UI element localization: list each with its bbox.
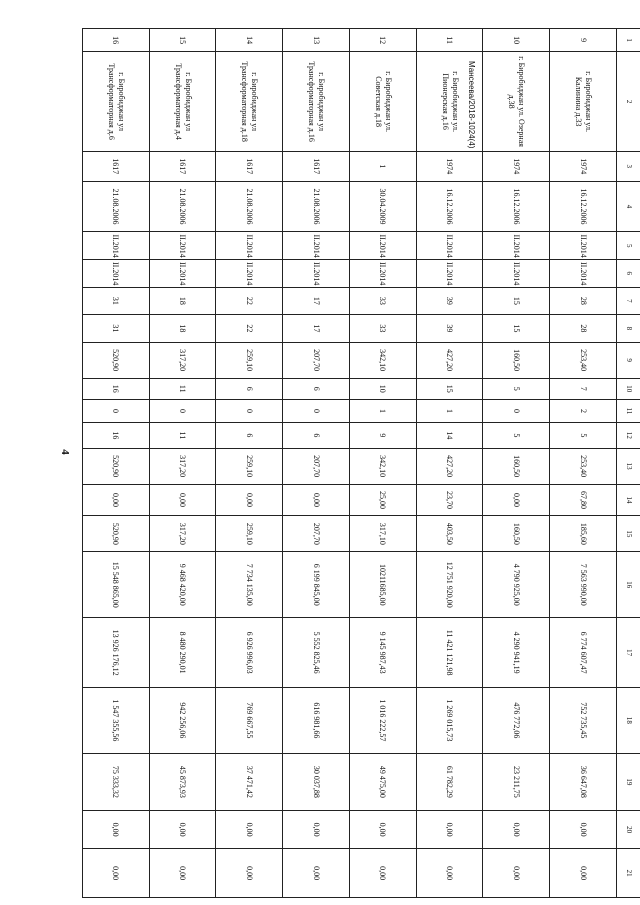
table-row bbox=[350, 29, 417, 898]
table-cell: II.2014 bbox=[416, 232, 483, 260]
column-number: 11 bbox=[617, 399, 640, 422]
table-cell: 616 981,66 bbox=[283, 688, 350, 754]
table-cell: 23 211,75 bbox=[483, 753, 550, 810]
table-cell: 0,00 bbox=[149, 811, 216, 849]
table-cell: 18 bbox=[149, 315, 216, 343]
table-cell: 0,00 bbox=[550, 849, 617, 898]
table-cell: 185,60 bbox=[550, 516, 617, 552]
table-cell: 6 bbox=[283, 378, 350, 399]
column-number: 14 bbox=[617, 484, 640, 516]
table-cell: 30 037,88 bbox=[283, 753, 350, 810]
table-cell: 21.08.2006 bbox=[149, 181, 216, 232]
table-cell: 11 bbox=[149, 423, 216, 448]
table-cell: 0,00 bbox=[483, 484, 550, 516]
table-cell: 5 bbox=[483, 423, 550, 448]
table-cell: II.2014 bbox=[550, 232, 617, 260]
table-cell: 25,00 bbox=[350, 484, 417, 516]
table-cell: 520,90 bbox=[83, 448, 150, 484]
table-cell: 11 421 121,98 bbox=[416, 618, 483, 688]
table-cell: II.2014 bbox=[83, 260, 150, 288]
table-cell: 520,90 bbox=[83, 342, 150, 378]
table-cell: 160,50 bbox=[483, 448, 550, 484]
table-cell: 253,40 bbox=[550, 342, 617, 378]
table-cell: 1 bbox=[350, 151, 417, 181]
table-cell: II.2014 bbox=[216, 232, 283, 260]
table-cell: 28 bbox=[550, 287, 617, 315]
table-cell: 39 bbox=[416, 287, 483, 315]
table-cell: 16.12.2006 bbox=[550, 181, 617, 232]
table-cell: 61 782,29 bbox=[416, 753, 483, 810]
table-cell: 5 552 825,46 bbox=[283, 618, 350, 688]
table-cell: 0,00 bbox=[350, 811, 417, 849]
table-row bbox=[416, 29, 483, 898]
table-cell: 13 926 176,12 bbox=[83, 618, 150, 688]
table-cell: 1617 bbox=[149, 151, 216, 181]
table-cell: 207,70 bbox=[283, 448, 350, 484]
table-cell: 1974 bbox=[416, 151, 483, 181]
table-cell: 6 bbox=[216, 378, 283, 399]
table-cell: 22 bbox=[216, 315, 283, 343]
table-cell: 7 bbox=[550, 378, 617, 399]
table-cell: 45 873,93 bbox=[149, 753, 216, 810]
table-cell: 0,00 bbox=[216, 811, 283, 849]
table-cell: 67,80 bbox=[550, 484, 617, 516]
table-cell: 0,00 bbox=[550, 811, 617, 849]
column-number: 13 bbox=[617, 448, 640, 484]
table-cell: 259,10 bbox=[216, 516, 283, 552]
table-cell: 75 333,32 bbox=[83, 753, 150, 810]
table-row bbox=[483, 29, 550, 898]
table-cell: 11 bbox=[416, 29, 483, 52]
table-row bbox=[216, 29, 283, 898]
table-cell: 160,50 bbox=[483, 342, 550, 378]
table-cell: II.2014 bbox=[283, 260, 350, 288]
table-cell: 13 bbox=[283, 29, 350, 52]
table-cell: 15 bbox=[416, 378, 483, 399]
table-cell: II.2014 bbox=[550, 260, 617, 288]
table-cell: 0,00 bbox=[149, 849, 216, 898]
table-cell: 0 bbox=[483, 399, 550, 422]
table-cell: 16 bbox=[83, 378, 150, 399]
table-cell: 16 bbox=[83, 29, 150, 52]
table-cell: 2 bbox=[550, 399, 617, 422]
table-cell: 7 734 135,00 bbox=[216, 552, 283, 618]
table-cell: 17 bbox=[283, 315, 350, 343]
table-cell: 0 bbox=[283, 399, 350, 422]
table-cell: 7 563 990,00 bbox=[550, 552, 617, 618]
address-cell: г. Биробиджан ул. Пионерская д.16 bbox=[416, 52, 483, 152]
table-cell: 21.08.2006 bbox=[283, 181, 350, 232]
table-cell: II.2014 bbox=[483, 232, 550, 260]
table-cell: II.2014 bbox=[149, 260, 216, 288]
table-cell: 16 bbox=[83, 423, 150, 448]
column-number: 12 bbox=[617, 423, 640, 448]
table-cell: 31 bbox=[83, 315, 150, 343]
table-cell: II.2014 bbox=[83, 232, 150, 260]
table-cell: II.2014 bbox=[416, 260, 483, 288]
table-cell: 31 bbox=[83, 287, 150, 315]
table-cell: 33 bbox=[350, 287, 417, 315]
address-cell: г. Биробиджан ул Трансформаторная д.6 bbox=[83, 52, 150, 152]
table-cell: 16.12.2006 bbox=[483, 181, 550, 232]
table-cell: 317,20 bbox=[149, 516, 216, 552]
table-cell: 253,40 bbox=[550, 448, 617, 484]
table-cell: 0,00 bbox=[416, 849, 483, 898]
table-cell: 317,20 bbox=[149, 448, 216, 484]
column-number-row bbox=[617, 29, 640, 898]
table-cell: 28 bbox=[550, 315, 617, 343]
table-cell: 5 bbox=[550, 423, 617, 448]
table-cell: 1 016 222,57 bbox=[350, 688, 417, 754]
table-cell: 23,70 bbox=[416, 484, 483, 516]
table-cell: 1974 bbox=[483, 151, 550, 181]
table-cell: 9 145 987,43 bbox=[350, 618, 417, 688]
table-cell: 9 bbox=[350, 423, 417, 448]
table-cell: 10211685,00 bbox=[350, 552, 417, 618]
table-cell: 1617 bbox=[283, 151, 350, 181]
address-cell: г. Биробиджан ул. Калинина д.33 bbox=[550, 52, 617, 152]
column-number: 18 bbox=[617, 688, 640, 754]
table-cell: 9 bbox=[550, 29, 617, 52]
table-cell: II.2014 bbox=[483, 260, 550, 288]
table-cell: 1617 bbox=[216, 151, 283, 181]
column-number: 10 bbox=[617, 378, 640, 399]
table-cell: 16.12.2006 bbox=[416, 181, 483, 232]
column-number: 20 bbox=[617, 811, 640, 849]
table-cell: 1 bbox=[416, 399, 483, 422]
column-number: 17 bbox=[617, 618, 640, 688]
housing-register-table bbox=[82, 28, 640, 898]
table-cell: 476 772,06 bbox=[483, 688, 550, 754]
document-code: Мансеева/2018-1024(4) bbox=[467, 61, 476, 149]
page-number: 4 bbox=[58, 449, 71, 455]
table-cell: 1 bbox=[350, 399, 417, 422]
table-cell: 1 269 015,73 bbox=[416, 688, 483, 754]
table-cell: 0,00 bbox=[216, 484, 283, 516]
table-cell: II.2014 bbox=[350, 232, 417, 260]
column-number: 3 bbox=[617, 151, 640, 181]
column-number: 6 bbox=[617, 260, 640, 288]
table-cell: 0,00 bbox=[483, 811, 550, 849]
column-number: 5 bbox=[617, 232, 640, 260]
table-cell: 49 475,00 bbox=[350, 753, 417, 810]
table-cell: II.2014 bbox=[216, 260, 283, 288]
column-number: 15 bbox=[617, 516, 640, 552]
table-cell: 6 926 996,03 bbox=[216, 618, 283, 688]
table-cell: 14 bbox=[416, 423, 483, 448]
table-cell: 403,50 bbox=[416, 516, 483, 552]
column-number: 16 bbox=[617, 552, 640, 618]
address-cell: г. Биробиджан ул Трансформаторная д.18 bbox=[216, 52, 283, 152]
table-cell: 39 bbox=[416, 315, 483, 343]
table-cell: 1974 bbox=[550, 151, 617, 181]
table-cell: 21.08.2006 bbox=[83, 181, 150, 232]
column-number: 7 bbox=[617, 287, 640, 315]
table-cell: 30.04.2009 bbox=[350, 181, 417, 232]
table-cell: 0,00 bbox=[149, 484, 216, 516]
table-cell: 0,00 bbox=[83, 484, 150, 516]
column-number: 4 bbox=[617, 181, 640, 232]
column-number: 2 bbox=[617, 52, 640, 152]
address-cell: г. Биробиджан ул. Озерная д.38 bbox=[483, 52, 550, 152]
table-cell: 752 735,45 bbox=[550, 688, 617, 754]
table-cell: 12 751 920,00 bbox=[416, 552, 483, 618]
table-cell: 15 548 865,00 bbox=[83, 552, 150, 618]
table-cell: 0,00 bbox=[83, 849, 150, 898]
table-cell: 33 bbox=[350, 315, 417, 343]
table-cell: 0,00 bbox=[350, 849, 417, 898]
table-cell: 9 468 420,00 bbox=[149, 552, 216, 618]
table-cell: 0 bbox=[149, 399, 216, 422]
table-cell: 427,20 bbox=[416, 448, 483, 484]
table-cell: 1 547 355,56 bbox=[83, 688, 150, 754]
table-cell: 0,00 bbox=[283, 849, 350, 898]
table-cell: 5 bbox=[483, 378, 550, 399]
table-cell: 259,10 bbox=[216, 342, 283, 378]
table-cell: 0 bbox=[83, 399, 150, 422]
address-cell: г. Биробиджан ул Трансформаторная д.16 bbox=[283, 52, 350, 152]
table-cell: 15 bbox=[483, 315, 550, 343]
table-row bbox=[283, 29, 350, 898]
table-cell: 160,50 bbox=[483, 516, 550, 552]
table-cell: 10 bbox=[350, 378, 417, 399]
table-cell: 22 bbox=[216, 287, 283, 315]
table-cell: 317,20 bbox=[149, 342, 216, 378]
table-cell: 317,10 bbox=[350, 516, 417, 552]
table-cell: 17 bbox=[283, 287, 350, 315]
table-row bbox=[83, 29, 150, 898]
table-cell: 4 290 941,19 bbox=[483, 618, 550, 688]
table-cell: 4 790 925,00 bbox=[483, 552, 550, 618]
column-number: 9 bbox=[617, 342, 640, 378]
column-number: 1 bbox=[617, 29, 640, 52]
table-cell: II.2014 bbox=[149, 232, 216, 260]
table-cell: 259,10 bbox=[216, 448, 283, 484]
table-cell: 207,70 bbox=[283, 516, 350, 552]
table-cell: 0,00 bbox=[483, 849, 550, 898]
address-cell: г. Биробиджан ул. Советская д.18 bbox=[350, 52, 417, 152]
table-cell: 6 bbox=[283, 423, 350, 448]
table-cell: 15 bbox=[149, 29, 216, 52]
table-cell: 21.08.2006 bbox=[216, 181, 283, 232]
table-cell: 0,00 bbox=[216, 849, 283, 898]
column-number: 19 bbox=[617, 753, 640, 810]
table-row bbox=[149, 29, 216, 898]
table-cell: 37 471,42 bbox=[216, 753, 283, 810]
table-cell: 0 bbox=[216, 399, 283, 422]
table-cell: 36 647,08 bbox=[550, 753, 617, 810]
table-container bbox=[82, 28, 640, 898]
table-row bbox=[550, 29, 617, 898]
table-cell: 8 480 290,01 bbox=[149, 618, 216, 688]
table-cell: 6 774 607,47 bbox=[550, 618, 617, 688]
table-cell: 14 bbox=[216, 29, 283, 52]
table-cell: 6 199 845,00 bbox=[283, 552, 350, 618]
table-cell: 0,00 bbox=[283, 484, 350, 516]
table-cell: 520,90 bbox=[83, 516, 150, 552]
table-cell: II.2014 bbox=[283, 232, 350, 260]
table-cell: 942 256,06 bbox=[149, 688, 216, 754]
address-cell: г. Биробиджан ул Трансформаторная д.4 bbox=[149, 52, 216, 152]
table-cell: 18 bbox=[149, 287, 216, 315]
table-cell: 769 667,55 bbox=[216, 688, 283, 754]
table-cell: 11 bbox=[149, 378, 216, 399]
table-cell: 15 bbox=[483, 287, 550, 315]
column-number: 8 bbox=[617, 315, 640, 343]
table-cell: 427,20 bbox=[416, 342, 483, 378]
table-cell: 6 bbox=[216, 423, 283, 448]
table-cell: 0,00 bbox=[416, 811, 483, 849]
table-cell: 12 bbox=[350, 29, 417, 52]
column-number: 21 bbox=[617, 849, 640, 898]
table-cell: 342,10 bbox=[350, 342, 417, 378]
table-cell: 207,70 bbox=[283, 342, 350, 378]
table-cell: 0,00 bbox=[283, 811, 350, 849]
table-cell: 342,10 bbox=[350, 448, 417, 484]
table-cell: II.2014 bbox=[350, 260, 417, 288]
table-cell: 10 bbox=[483, 29, 550, 52]
table-cell: 0,00 bbox=[83, 811, 150, 849]
table-cell: 1617 bbox=[83, 151, 150, 181]
